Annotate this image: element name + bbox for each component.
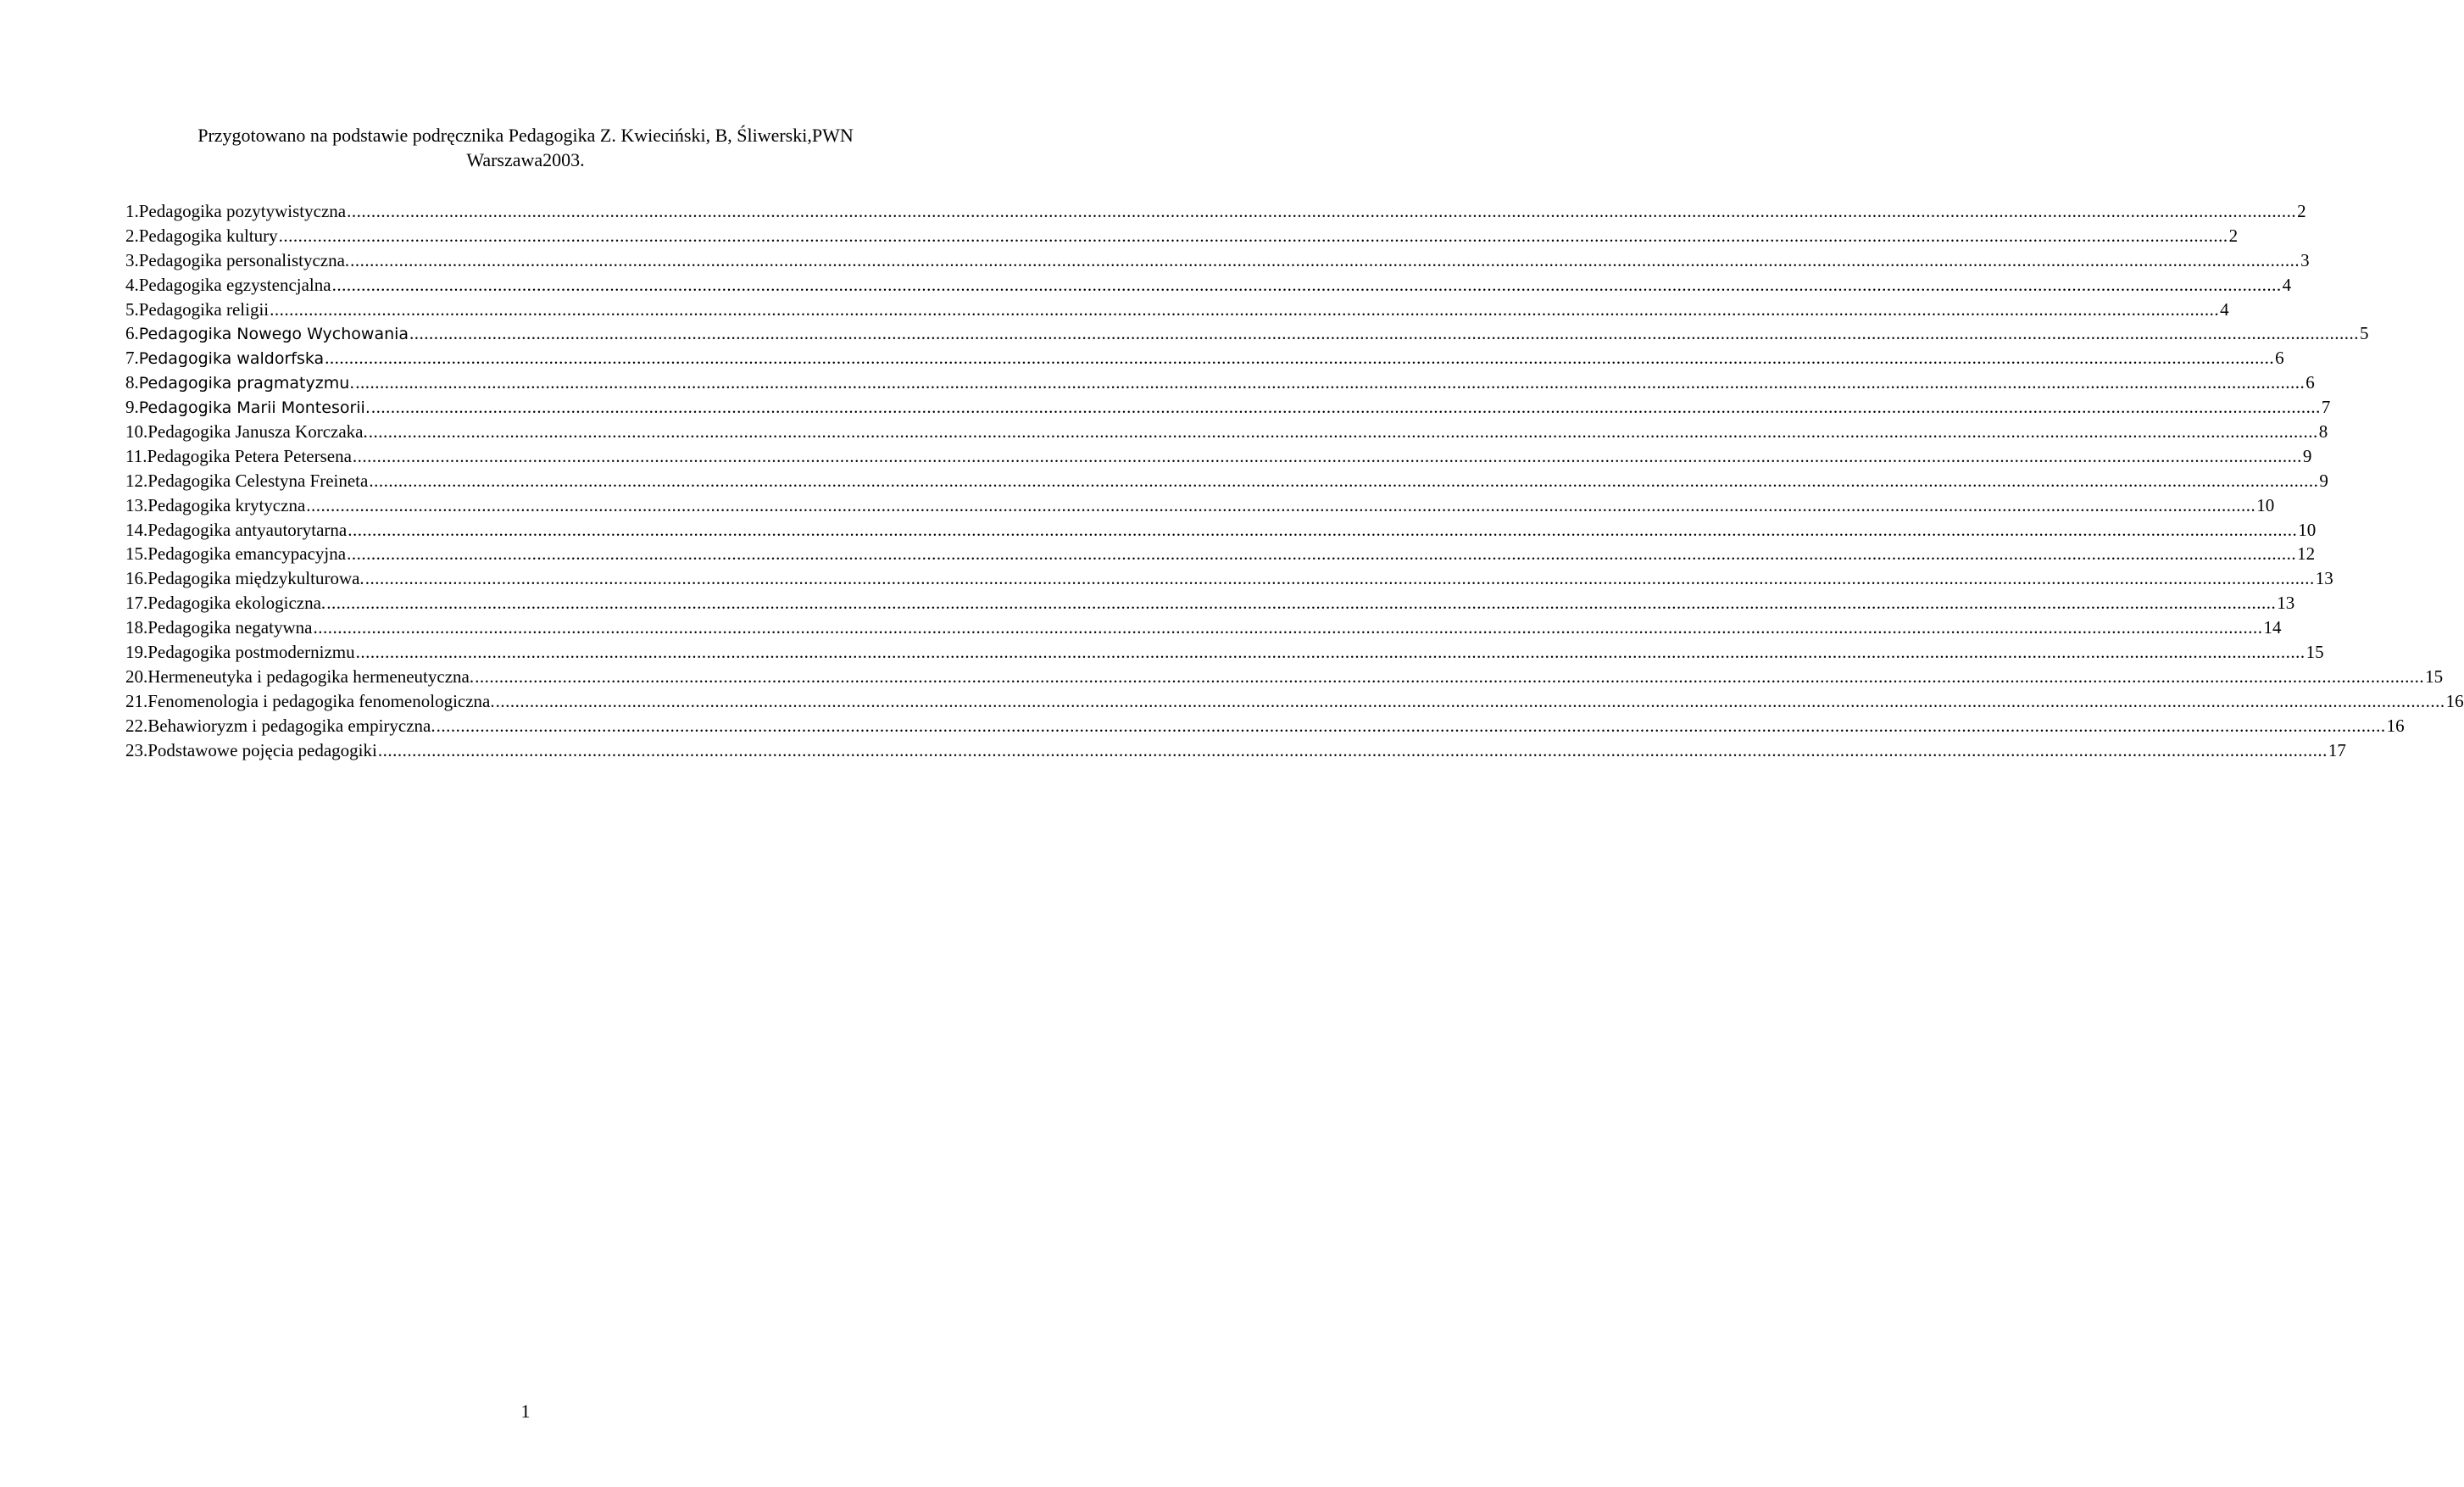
toc-dot-leader: ................................................................................................................................................................................................................................................................................................................................................................................................................ <box>436 715 2386 736</box>
toc-entry-page: 4 <box>2220 298 2229 320</box>
toc-entry-page: 13 <box>2277 593 2295 614</box>
toc-entry-5[interactable] <box>125 298 2229 322</box>
toc-dot-leader: ................................................................................................................................................................................................................................................................................................................................................................................................................ <box>475 666 2425 687</box>
toc-entry-title: Fenomenologia i pedagogika fenomenologiczna. <box>147 690 495 711</box>
toc-entry-7[interactable] <box>125 346 2284 370</box>
toc-entry-title: Pedagogika egzystencjalna <box>138 274 331 295</box>
toc-dot-leader: ................................................................................................................................................................................................................................................................................................................................................................................................................ <box>377 739 2328 760</box>
toc-dot-leader: ................................................................................................................................................................................................................................................................................................................................................................................................................ <box>355 372 2305 393</box>
toc-entry-page: 10 <box>2256 494 2275 515</box>
toc-entry-title: Pedagogika Marii Montesorii. <box>138 398 370 418</box>
toc-entry-number: 9. <box>125 397 139 418</box>
toc-entry-number: 6. <box>125 323 139 344</box>
toc-entry-number: 1. <box>125 201 139 221</box>
toc-entry-page: 9 <box>2302 445 2312 466</box>
toc-entry-title: Pedagogika kultury <box>138 225 278 246</box>
toc-entry-6[interactable] <box>125 321 2369 346</box>
toc-entry-title: Pedagogika waldorfska <box>138 349 325 369</box>
toc-dot-leader: ................................................................................................................................................................................................................................................................................................................................................................................................................ <box>278 225 2228 246</box>
toc-entry-23[interactable] <box>125 738 2346 763</box>
toc-dot-leader: ................................................................................................................................................................................................................................................................................................................................................................................................................ <box>306 494 2256 515</box>
toc-entry-title: Pedagogika Nowego Wychowania <box>138 325 409 344</box>
toc-entry-number: 23. <box>125 739 148 760</box>
toc-entry-title: Pedagogika postmodernizmu <box>147 642 355 663</box>
toc-dot-leader: ................................................................................................................................................................................................................................................................................................................................................................................................................ <box>370 397 2321 418</box>
toc-entry-number: 5. <box>125 298 139 320</box>
toc-dot-leader: ................................................................................................................................................................................................................................................................................................................................................................................................................ <box>350 249 2300 270</box>
toc-entry-11[interactable] <box>125 444 2312 469</box>
toc-dot-leader: ................................................................................................................................................................................................................................................................................................................................................................................................................ <box>368 421 2318 443</box>
toc-dot-leader: ................................................................................................................................................................................................................................................................................................................................................................................................................ <box>347 543 2297 565</box>
toc-entry-4[interactable] <box>125 273 2292 298</box>
toc-entry-number: 4. <box>125 274 139 295</box>
toc-entry-page: 15 <box>2425 666 2444 687</box>
toc-entry-number: 2. <box>125 225 139 246</box>
toc-entry-number: 18. <box>125 617 148 638</box>
header-line-1: Przygotowano na podstawie podręcznika Pedagogika Z. Kwieciński, B, Śliwerski,PWN <box>197 125 854 146</box>
toc-entry-page: 10 <box>2298 519 2317 540</box>
toc-entry-page: 2 <box>2228 225 2239 246</box>
toc-entry-title: Pedagogika międzykulturowa. <box>147 568 364 589</box>
toc-entry-title: Pedagogika emancypacyjna <box>147 543 347 565</box>
toc-entry-20[interactable] <box>125 665 2444 689</box>
toc-dot-leader: ................................................................................................................................................................................................................................................................................................................................................................................................................ <box>313 617 2263 638</box>
toc-dot-leader: ................................................................................................................................................................................................................................................................................................................................................................................................................ <box>355 642 2305 663</box>
toc-dot-leader: ................................................................................................................................................................................................................................................................................................................................................................................................................ <box>352 445 2302 466</box>
toc-entry-16[interactable] <box>125 566 2333 591</box>
toc-entry-title: Hermeneutyka i pedagogika hermeneutyczna. <box>147 666 475 687</box>
toc-dot-leader: ................................................................................................................................................................................................................................................................................................................................................................................................................ <box>495 690 2445 711</box>
toc-entry-title: Pedagogika pragmatyzmu. <box>138 374 355 393</box>
toc-entry-title: Pedagogika religii <box>138 298 270 320</box>
toc-entry-22[interactable] <box>125 714 2405 738</box>
toc-entry-page: 3 <box>2300 249 2310 270</box>
toc-entry-13[interactable] <box>125 493 2275 518</box>
toc-entry-number: 12. <box>125 470 148 491</box>
toc-entry-page: 2 <box>2297 201 2306 221</box>
table-of-contents <box>125 199 2464 762</box>
toc-entry-3[interactable] <box>125 248 2310 273</box>
toc-entry-9[interactable] <box>125 395 2331 420</box>
toc-dot-leader: ................................................................................................................................................................................................................................................................................................................................................................................................................ <box>270 298 2220 320</box>
toc-entry-8[interactable] <box>125 370 2315 395</box>
toc-entry-page: 17 <box>2328 739 2346 760</box>
toc-dot-leader: ................................................................................................................................................................................................................................................................................................................................................................................................................ <box>326 593 2277 614</box>
toc-entry-number: 15. <box>125 543 148 565</box>
toc-entry-title: Pedagogika antyautorytarna <box>147 519 348 540</box>
toc-dot-leader: ................................................................................................................................................................................................................................................................................................................................................................................................................ <box>364 568 2315 589</box>
toc-entry-number: 19. <box>125 642 148 663</box>
toc-entry-title: Pedagogika Celestyna Freineta <box>147 470 369 491</box>
toc-entry-title: Pedagogika ekologiczna. <box>147 593 326 614</box>
toc-entry-number: 11. <box>125 445 147 466</box>
toc-entry-page: 6 <box>2275 348 2284 369</box>
toc-entry-10[interactable] <box>125 420 2328 444</box>
toc-entry-title: Pedagogika Janusza Korczaka. <box>147 421 368 443</box>
toc-dot-leader: ................................................................................................................................................................................................................................................................................................................................................................................................................ <box>347 201 2297 221</box>
toc-dot-leader: ................................................................................................................................................................................................................................................................................................................................................................................................................ <box>409 323 2360 344</box>
toc-entry-1[interactable] <box>125 199 2306 224</box>
toc-entry-page: 7 <box>2321 397 2331 418</box>
document-header <box>119 123 932 172</box>
toc-entry-page: 13 <box>2315 568 2333 589</box>
page-number: 1 <box>520 1401 531 1422</box>
toc-entry-number: 22. <box>125 715 148 736</box>
toc-dot-leader: ................................................................................................................................................................................................................................................................................................................................................................................................................ <box>369 470 2319 491</box>
toc-entry-page: 4 <box>2282 274 2292 295</box>
toc-entry-number: 14. <box>125 519 148 540</box>
toc-entry-title: Pedagogika Petera Petersena <box>147 445 352 466</box>
toc-entry-21[interactable] <box>125 689 2464 714</box>
toc-entry-page: 6 <box>2305 372 2315 393</box>
toc-entry-12[interactable] <box>125 469 2328 493</box>
toc-entry-page: 16 <box>2386 715 2405 736</box>
toc-entry-title: Behawioryzm i pedagogika empiryczna. <box>147 715 436 736</box>
toc-entry-page: 14 <box>2263 617 2282 638</box>
header-line-2: Warszawa2003. <box>466 149 585 170</box>
toc-entry-title: Pedagogika krytyczna <box>147 494 306 515</box>
toc-dot-leader: ................................................................................................................................................................................................................................................................................................................................................................................................................ <box>331 274 2282 295</box>
toc-entry-title: Pedagogika personalistyczna. <box>138 249 350 270</box>
toc-entry-number: 7. <box>125 348 139 369</box>
toc-entry-page: 12 <box>2297 543 2316 565</box>
toc-entry-18[interactable] <box>125 615 2282 640</box>
toc-entry-title: Pedagogika pozytywistyczna <box>138 201 347 221</box>
toc-entry-number: 3. <box>125 249 139 270</box>
toc-entry-15[interactable] <box>125 542 2316 566</box>
toc-entry-page: 5 <box>2360 323 2369 344</box>
toc-entry-page: 8 <box>2318 421 2328 443</box>
toc-entry-17[interactable] <box>125 591 2295 615</box>
toc-entry-number: 13. <box>125 494 148 515</box>
toc-entry-number: 8. <box>125 372 139 393</box>
toc-entry-number: 10. <box>125 421 148 443</box>
toc-entry-number: 20. <box>125 666 148 687</box>
toc-entry-19[interactable] <box>125 640 2324 665</box>
toc-entry-page: 16 <box>2445 690 2464 711</box>
toc-entry-page: 15 <box>2305 642 2324 663</box>
toc-entry-2[interactable] <box>125 224 2239 248</box>
toc-entry-page: 9 <box>2319 470 2328 491</box>
toc-entry-title: Pedagogika negatywna <box>147 617 313 638</box>
toc-entry-number: 21. <box>125 690 148 711</box>
toc-dot-leader: ................................................................................................................................................................................................................................................................................................................................................................................................................ <box>325 348 2275 369</box>
toc-entry-number: 17. <box>125 593 148 614</box>
toc-dot-leader: ................................................................................................................................................................................................................................................................................................................................................................................................................ <box>348 519 2298 540</box>
toc-entry-14[interactable] <box>125 518 2317 543</box>
toc-entry-number: 16. <box>125 568 148 589</box>
toc-entry-title: Podstawowe pojęcia pedagogiki <box>147 739 377 760</box>
